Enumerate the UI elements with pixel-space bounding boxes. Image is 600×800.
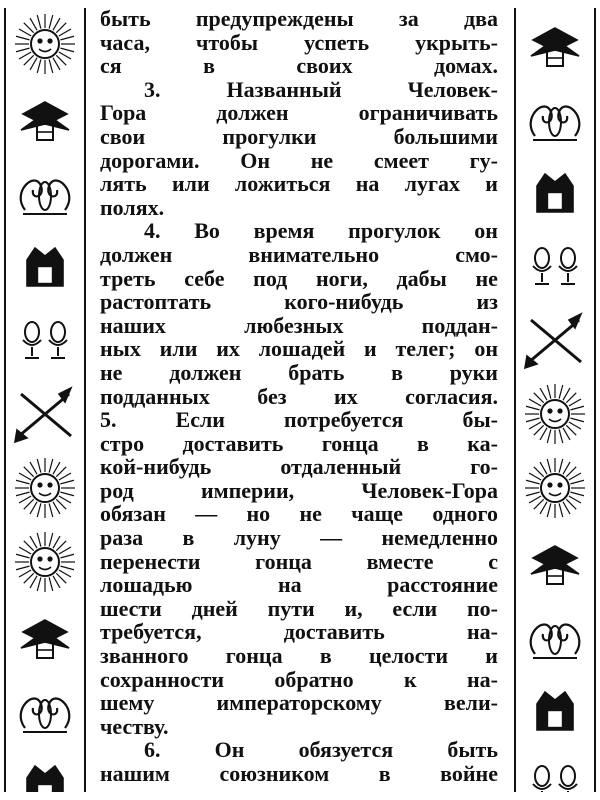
- word: 4.: [144, 218, 161, 244]
- word: го-: [470, 454, 498, 480]
- scroll-flourish-ornament: [531, 624, 580, 658]
- word: в: [378, 761, 391, 786]
- word: званного: [100, 643, 189, 669]
- word: поддан-: [421, 312, 498, 338]
- word: должен: [169, 359, 242, 385]
- word: гонца: [321, 430, 379, 456]
- text-line: [100, 101, 498, 125]
- text-line: [100, 385, 498, 409]
- word: за: [398, 6, 419, 31]
- word: бы-: [462, 407, 498, 433]
- word: гу-: [469, 147, 498, 173]
- scroll-flourish-ornament: [21, 698, 70, 732]
- word: из: [476, 289, 498, 315]
- word: быть: [447, 737, 498, 763]
- word: 6.: [144, 737, 161, 763]
- word: на: [277, 572, 302, 598]
- word: Человек-: [407, 76, 498, 102]
- word: любезных: [244, 312, 344, 338]
- word: перенести: [100, 548, 201, 574]
- word: их: [216, 336, 240, 362]
- word: императорскому: [216, 690, 382, 716]
- word: на: [355, 171, 380, 197]
- left-ornament-svg: [6, 8, 84, 792]
- text-line: [100, 196, 498, 220]
- text-line: [100, 31, 498, 55]
- word: не: [475, 265, 498, 291]
- word: требуется,: [100, 619, 202, 645]
- word: Если: [175, 407, 225, 433]
- text-line: [100, 337, 498, 361]
- word: себе: [184, 265, 225, 291]
- text-line: [100, 715, 498, 739]
- word: сохранности: [100, 666, 225, 692]
- word: ложиться: [234, 171, 331, 197]
- word: он: [474, 218, 498, 244]
- word: но: [246, 501, 271, 527]
- word: должен: [100, 241, 173, 267]
- word: брать: [288, 359, 345, 385]
- word: лошадью: [100, 572, 193, 598]
- word: Гора: [100, 100, 147, 126]
- word: смеет: [373, 147, 429, 173]
- word: и: [485, 643, 498, 669]
- word: в: [417, 430, 429, 456]
- text-line: [100, 738, 498, 762]
- word: вели-: [443, 690, 498, 716]
- scroll-flourish-ornament: [531, 106, 580, 140]
- word: своих: [296, 53, 353, 79]
- word: ограничивать: [358, 100, 498, 126]
- word: в: [391, 359, 403, 385]
- text-line: [100, 78, 498, 102]
- word: гонца: [255, 548, 312, 574]
- text-line: [100, 691, 498, 715]
- word: или: [171, 171, 210, 197]
- text-line: [100, 573, 498, 597]
- text-line: [100, 408, 498, 432]
- double-eagle-ornament: [531, 28, 579, 66]
- word: чаще: [351, 501, 404, 527]
- word: Названный: [226, 76, 342, 102]
- word: союзником: [219, 761, 330, 786]
- text-line: [100, 550, 498, 574]
- word: обязуется: [298, 737, 394, 763]
- word: отдаленный: [280, 454, 402, 480]
- word: телег;: [395, 336, 456, 362]
- word: гонца: [225, 643, 283, 669]
- double-eagle-ornament: [531, 546, 579, 584]
- double-eagle-ornament: [21, 102, 69, 140]
- word: укрыть-: [415, 29, 498, 55]
- word: 3.: [144, 76, 161, 102]
- word: кого-нибудь: [284, 289, 404, 315]
- word: дорогами.: [100, 147, 200, 173]
- tower-ornament: [27, 766, 63, 792]
- word: Человек-Гора: [361, 477, 498, 503]
- word: шести: [100, 595, 162, 621]
- word: по-: [466, 595, 498, 621]
- word: лугах: [404, 171, 461, 197]
- radiant-face-ornament: [15, 458, 75, 518]
- word: честву.: [100, 713, 169, 739]
- text-line: [100, 455, 498, 479]
- word: успеть: [304, 29, 370, 55]
- right-ornamental-border: [514, 8, 596, 792]
- radiant-face-ornament: [525, 384, 585, 444]
- word: если: [392, 595, 438, 621]
- word: подданных: [100, 383, 210, 409]
- text-line: [100, 620, 498, 644]
- text-line: [100, 597, 498, 621]
- word: большими: [393, 123, 498, 149]
- word: два: [463, 6, 498, 31]
- word: внимательно: [248, 241, 380, 267]
- word: кой-нибудь: [100, 454, 212, 480]
- egg-cup-ornament: [23, 322, 67, 358]
- word: немедленно: [381, 525, 498, 551]
- word: руки: [449, 359, 498, 385]
- word: свои: [100, 123, 146, 149]
- word: ноги,: [315, 265, 368, 291]
- sun-face-ornament: [525, 458, 585, 518]
- text-line: [100, 243, 498, 267]
- word: одного: [432, 501, 498, 527]
- text-line: [100, 172, 498, 196]
- scroll-flourish-ornament: [21, 180, 70, 214]
- sun-face-ornament: [15, 14, 75, 74]
- word: не: [299, 501, 322, 527]
- tower-ornament: [537, 692, 573, 730]
- word: предупреждены: [195, 6, 354, 31]
- word: треть: [100, 265, 156, 291]
- word: —: [320, 525, 343, 551]
- word: стро: [100, 430, 145, 456]
- word: дабы: [396, 265, 447, 291]
- word: чтобы: [195, 29, 259, 55]
- double-eagle-ornament: [21, 620, 69, 658]
- word: доставить: [182, 430, 284, 456]
- word: и,: [344, 595, 363, 621]
- word: домах.: [433, 53, 498, 79]
- word: пути: [267, 595, 315, 621]
- egg-cup-ornament: [533, 248, 577, 284]
- word: раза: [100, 525, 144, 551]
- page-text: [100, 7, 498, 786]
- word: обязан: [100, 501, 166, 527]
- word: на-: [466, 666, 498, 692]
- sun-face-ornament: [15, 532, 75, 592]
- word: быть: [100, 6, 151, 31]
- word: империи,: [200, 477, 295, 503]
- text-line: [100, 502, 498, 526]
- word: согласия.: [405, 383, 498, 409]
- text-line: [100, 267, 498, 291]
- word: шему: [100, 690, 155, 716]
- right-ornament-svg: [516, 8, 594, 792]
- word: войне: [440, 761, 498, 786]
- word: смо-: [455, 241, 498, 267]
- text-line: [100, 7, 498, 31]
- text-line: [100, 149, 498, 173]
- word: дней: [191, 595, 238, 621]
- word: часа,: [100, 29, 150, 55]
- word: доставить: [283, 619, 385, 645]
- text-line: [100, 219, 498, 243]
- word: не: [310, 147, 334, 173]
- word: не: [100, 359, 123, 385]
- egg-cup-ornament: [533, 766, 577, 792]
- word: лять: [100, 171, 147, 197]
- word: в: [203, 53, 215, 79]
- word: —: [195, 501, 218, 527]
- word: с: [488, 548, 498, 574]
- word: растоптать: [100, 289, 212, 315]
- word: ных: [100, 336, 141, 362]
- word: прогулок: [348, 218, 441, 244]
- text-line: [100, 361, 498, 385]
- word: Во: [194, 218, 220, 244]
- text-line: [100, 54, 498, 78]
- word: под: [253, 265, 288, 291]
- word: или: [159, 336, 198, 362]
- word: целости: [369, 643, 449, 669]
- word: наших: [100, 312, 166, 338]
- tower-ornament: [537, 174, 573, 212]
- word: в: [319, 643, 332, 669]
- text-line: [100, 668, 498, 692]
- word: Он: [240, 147, 271, 173]
- left-ornamental-border: [4, 8, 86, 792]
- text-line: [100, 479, 498, 503]
- word: без: [257, 383, 287, 409]
- crossed-knives-ornament: [525, 314, 581, 368]
- crossed-knives-ornament: [15, 388, 71, 442]
- word: к: [403, 666, 417, 692]
- text-line: [100, 314, 498, 338]
- tower-ornament: [27, 248, 63, 286]
- word: на-: [466, 619, 498, 645]
- word: ся: [100, 53, 122, 79]
- text-line: [100, 762, 498, 786]
- word: луну: [233, 525, 281, 551]
- word: должен: [216, 100, 289, 126]
- word: потребуется: [284, 407, 404, 433]
- word: род: [100, 477, 134, 503]
- text-line: [100, 432, 498, 456]
- word: ка-: [467, 430, 498, 456]
- word: лошадей: [258, 336, 346, 362]
- text-line: [100, 644, 498, 668]
- word: в: [182, 525, 195, 551]
- word: время: [253, 218, 315, 244]
- word: нашим: [100, 761, 170, 786]
- word: и: [364, 336, 377, 362]
- word: и: [485, 171, 498, 197]
- word: он: [474, 336, 498, 362]
- word: 5.: [100, 407, 117, 433]
- word: обратно: [274, 666, 354, 692]
- word: их: [334, 383, 358, 409]
- word: вместе: [366, 548, 434, 574]
- word: расстояние: [387, 572, 498, 598]
- text-line: [100, 290, 498, 314]
- word: полях.: [100, 194, 165, 220]
- text-line: [100, 526, 498, 550]
- word: прогулки: [222, 123, 317, 149]
- word: Он: [214, 737, 245, 763]
- text-line: [100, 125, 498, 149]
